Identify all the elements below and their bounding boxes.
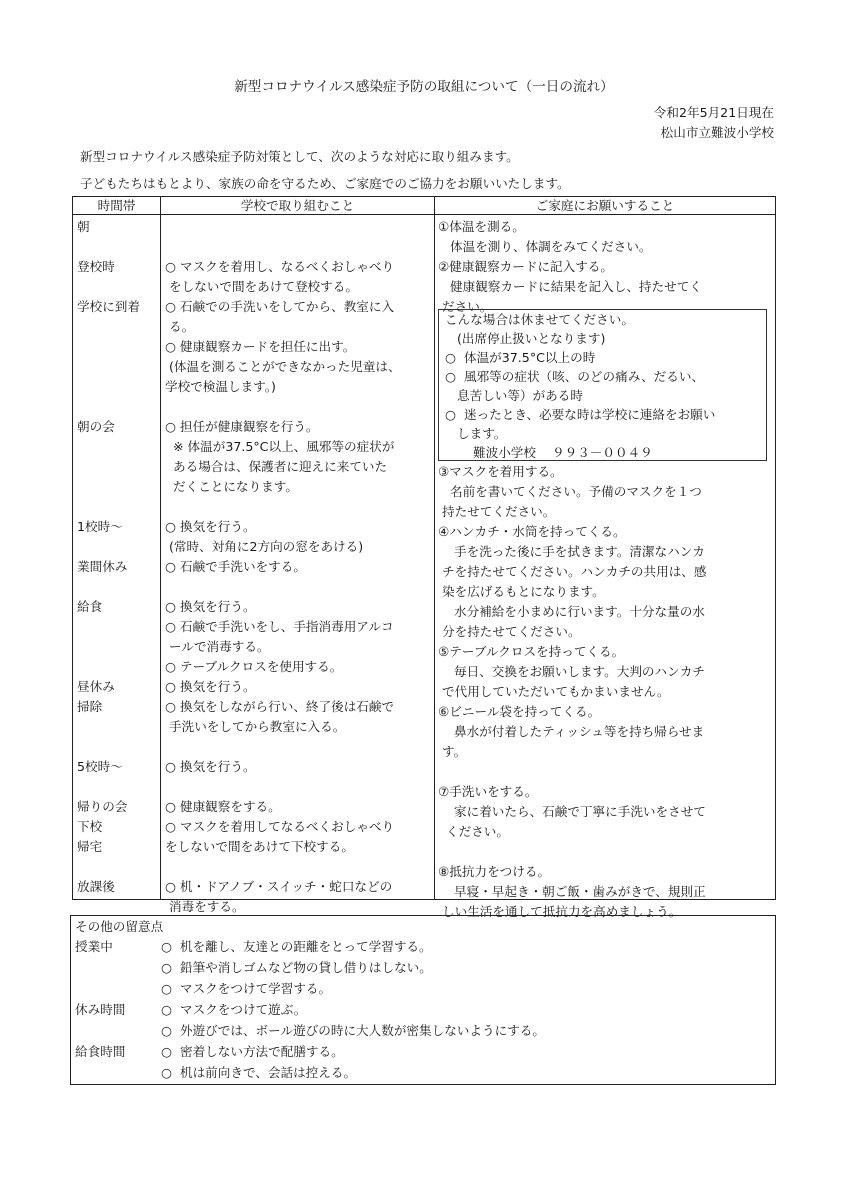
home-request-line: 家に着いたら、石鹸で丁寧に手洗いをさせて: [438, 804, 706, 819]
school-action-line: ○ 石鹸での手洗いをしてから、教室に入: [165, 299, 395, 314]
home-request-line: ⑤テーブルクロスを持ってくる。: [438, 644, 625, 659]
home-request-line: しい生活を通して抵抗力を高めましょう。: [438, 904, 682, 919]
time-slot-line: [77, 537, 159, 557]
home-request-line: ①体温を測る。: [438, 219, 525, 234]
time-slot-line: 朝の会: [77, 419, 115, 434]
header-divider: [73, 214, 775, 215]
school-action-line: [165, 397, 433, 417]
other-notes-item: ○ マスクをつけて学習する。: [161, 981, 332, 996]
school-action-line: [165, 777, 433, 797]
home-request-line: ⑥ビニール袋を持ってくる。: [438, 704, 601, 719]
home-request-line: 分を持たせてください。: [438, 624, 581, 639]
time-slot-line: [77, 577, 159, 597]
absence-notice-box: [438, 309, 767, 461]
home-request-line: ⑦手洗いをする。: [438, 784, 538, 799]
school-action-line: 学校で検温します。): [165, 379, 276, 394]
other-notes-item: ○ 外遊びでは、ボール遊びの時に大人数が密集しないようにする。: [161, 1023, 545, 1038]
time-slot-line: [77, 777, 159, 797]
home-request-line: 鼻水が付着したティッシュ等を持ち帰らせま: [438, 724, 705, 739]
time-slot-line: 業間休み: [77, 559, 128, 574]
school-action-line: ○ 机・ドアノブ・スイッチ・蛇口などの: [165, 879, 393, 894]
school-action-line: だくことになります。: [165, 479, 298, 494]
school-action-line: ○ 換気を行う。: [165, 679, 256, 694]
time-slot-line: [77, 457, 159, 477]
time-slot-line: [77, 237, 159, 257]
home-request-line: 手を洗った後に手を拭きます。清潔なハンカ: [438, 544, 705, 559]
time-slot-line: 登校時: [77, 259, 115, 274]
other-notes-label: 休み時間: [75, 1002, 126, 1017]
home-request-line: す。: [438, 744, 467, 759]
home-request-line: [438, 762, 774, 782]
home-column-top: [438, 217, 774, 317]
school-action-line: ○ 石鹸で手洗いをする。: [165, 559, 306, 574]
header-home: ご家庭にお願いすること: [535, 198, 675, 213]
time-slot-line: 放課後: [77, 879, 115, 894]
home-request-line: 早寝・早起き・朝ご飯・歯みがきで、規則正: [438, 884, 706, 899]
time-slot-line: 下校: [77, 819, 103, 834]
time-slot-line: [77, 357, 159, 377]
school-action-line: ○ 換気を行う。: [165, 599, 256, 614]
time-column: [77, 217, 159, 897]
school-action-line: ○ 換気を行う。: [165, 519, 256, 534]
time-slot-line: [77, 437, 159, 457]
time-slot-line: [77, 717, 159, 737]
time-slot-line: [77, 617, 159, 637]
school-action-line: ○ 換気をしながら行い、終了後は石鹸で: [165, 699, 395, 714]
school-action-line: ○ 健康観察をする。: [165, 799, 281, 814]
time-slot-line: [77, 857, 159, 877]
home-request-line: で代用していただいてもかまいません。: [438, 684, 670, 699]
school-action-line: [165, 497, 433, 517]
time-slot-line: 給食: [77, 599, 103, 614]
home-column-bottom: [438, 462, 774, 922]
time-slot-line: 帰宅: [77, 839, 103, 854]
school-action-line: ある場合は、保護者に迎えに来ていた: [165, 459, 388, 474]
home-request-line: ください。: [438, 824, 509, 839]
school-action-line: [165, 217, 433, 237]
school-action-line: [165, 577, 433, 597]
home-request-line: 持たせてください。: [438, 504, 556, 519]
home-request-line: 体温を測り、体調をみてください。: [438, 239, 652, 254]
school-action-line: る。: [165, 319, 195, 334]
school-action-line: [165, 237, 433, 257]
school-action-line: 手洗いをしてから教室に入る。: [165, 719, 346, 734]
time-slot-line: [77, 337, 159, 357]
home-request-line: [438, 842, 774, 862]
page-title: 新型コロナウイルス感染症予防の取組について（一日の流れ）: [234, 79, 614, 95]
time-slot-line: [77, 637, 159, 657]
notice-line: こんな場合は休ませてください。: [441, 312, 634, 327]
notice-line: ○ 迷ったとき、必要な時は学校に連絡をお願い: [441, 407, 716, 422]
school-name: 松山市立難波小学校: [660, 125, 774, 140]
school-action-line: ※ 体温が37.5°C以上、風邪等の症状が: [165, 439, 395, 454]
time-slot-line: [77, 737, 159, 757]
school-action-line: [165, 857, 433, 877]
document-date: 令和2年5月21日現在: [653, 105, 774, 120]
school-action-line: ○ マスクを着用してなるべくおしゃべり: [165, 819, 395, 834]
home-request-line: 染を広げるもとになります。: [438, 584, 605, 599]
notice-line: します。: [441, 426, 507, 441]
other-notes-item: ○ 鉛筆や消しゴムなど物の貸し借りはしない。: [161, 960, 432, 975]
home-request-line: ⑧抵抗力をつける。: [438, 864, 551, 879]
notice-line: ○ 体温が37.5°C以上の時: [441, 350, 596, 365]
time-slot-line: 5校時～: [77, 759, 123, 774]
other-notes-label: 授業中: [75, 939, 113, 954]
school-action-line: ○ 担任が健康観察を行う。: [165, 419, 319, 434]
school-action-line: ○ 換気を行う。: [165, 759, 256, 774]
school-action-line: (体温を測ることができなかった児童は、: [165, 359, 401, 374]
home-request-line: 名前を書いてください。予備のマスクを１つ: [438, 484, 702, 499]
time-slot-line: [77, 317, 159, 337]
home-request-line: ださい。: [438, 299, 493, 314]
header-time: 時間帯: [97, 198, 136, 213]
school-action-line: ○ テーブルクロスを使用する。: [165, 659, 343, 674]
school-action-line: 消毒をする。: [165, 899, 245, 914]
time-slot-line: [77, 657, 159, 677]
other-notes-item: ○ 密着しない方法で配膳する。: [161, 1044, 344, 1059]
school-action-line: ○ 石鹸で手洗いをし、手指消毒用アルコ: [165, 619, 394, 634]
time-slot-line: 1校時～: [77, 519, 123, 534]
time-slot-line: [77, 277, 159, 297]
time-slot-line: [77, 497, 159, 517]
time-slot-line: [77, 477, 159, 497]
home-request-line: ③マスクを着用する。: [438, 464, 563, 479]
other-notes-heading: その他の留意点: [75, 919, 164, 934]
daily-flow-table: [72, 196, 776, 919]
time-slot-line: [77, 397, 159, 417]
other-notes-item: ○ 机は前向きで、会話は控える。: [161, 1065, 357, 1080]
time-slot-line: 昼休み: [77, 679, 115, 694]
notice-line: 難波小学校 ９９３－００４９: [441, 445, 653, 460]
school-column: [165, 217, 433, 917]
time-slot-line: [77, 377, 159, 397]
home-request-line: ④ハンカチ・水筒を持ってくる。: [438, 524, 626, 539]
home-request-line: 健康観察カードに結果を記入し、持たせてく: [438, 279, 702, 294]
school-action-line: [165, 737, 433, 757]
time-slot-line: 朝: [77, 219, 90, 234]
time-slot-line: 学校に到着: [77, 299, 140, 314]
other-notes-item: ○ マスクをつけて遊ぶ。: [161, 1002, 307, 1017]
school-action-line: をしないで間をあけて下校する。: [165, 839, 354, 854]
header-school: 学校で取り組むこと: [240, 198, 355, 213]
home-request-line: 毎日、交換をお願いします。大判のハンカチ: [438, 664, 705, 679]
school-action-line: (常時、対角に2方向の窓をあける): [165, 539, 364, 554]
school-action-line: ○ 健康観察カードを担任に出す。: [165, 339, 356, 354]
column-divider: [434, 197, 435, 899]
time-slot-line: 帰りの会: [77, 799, 128, 814]
notice-line: (出席停止扱いとなります): [441, 331, 606, 346]
notice-line: ○ 風邪等の症状（咳、のどの痛み、だるい、: [441, 369, 705, 384]
school-action-line: ールで消毒する。: [165, 639, 270, 654]
other-notes-label: 給食時間: [75, 1044, 126, 1059]
home-request-line: チを持たせてください。ハンカチの共用は、感: [438, 564, 707, 579]
other-notes-item: ○ 机を離し、友達との距離をとって学習する。: [161, 939, 432, 954]
home-request-line: 水分補給を小まめに行います。十分な量の水: [438, 604, 705, 619]
school-action-line: をしないで間をあけて登校する。: [165, 279, 358, 294]
home-request-line: ②健康観察カードに記入する。: [438, 259, 614, 274]
time-slot-line: 掃除: [77, 699, 103, 714]
intro-line-2: 子どもたちはもとより、家族の命を守るため、ご家庭でのご協力をお願いいたします。: [80, 176, 570, 191]
intro-line-1: 新型コロナウイルス感染症予防対策として、次のような対応に取り組みます。: [80, 149, 519, 164]
school-action-line: ○ マスクを着用し、なるべくおしゃべり: [165, 259, 395, 274]
other-notes-box: [70, 915, 776, 1085]
column-divider: [160, 197, 161, 899]
notice-line: 息苦しい等）がある時: [441, 388, 583, 403]
